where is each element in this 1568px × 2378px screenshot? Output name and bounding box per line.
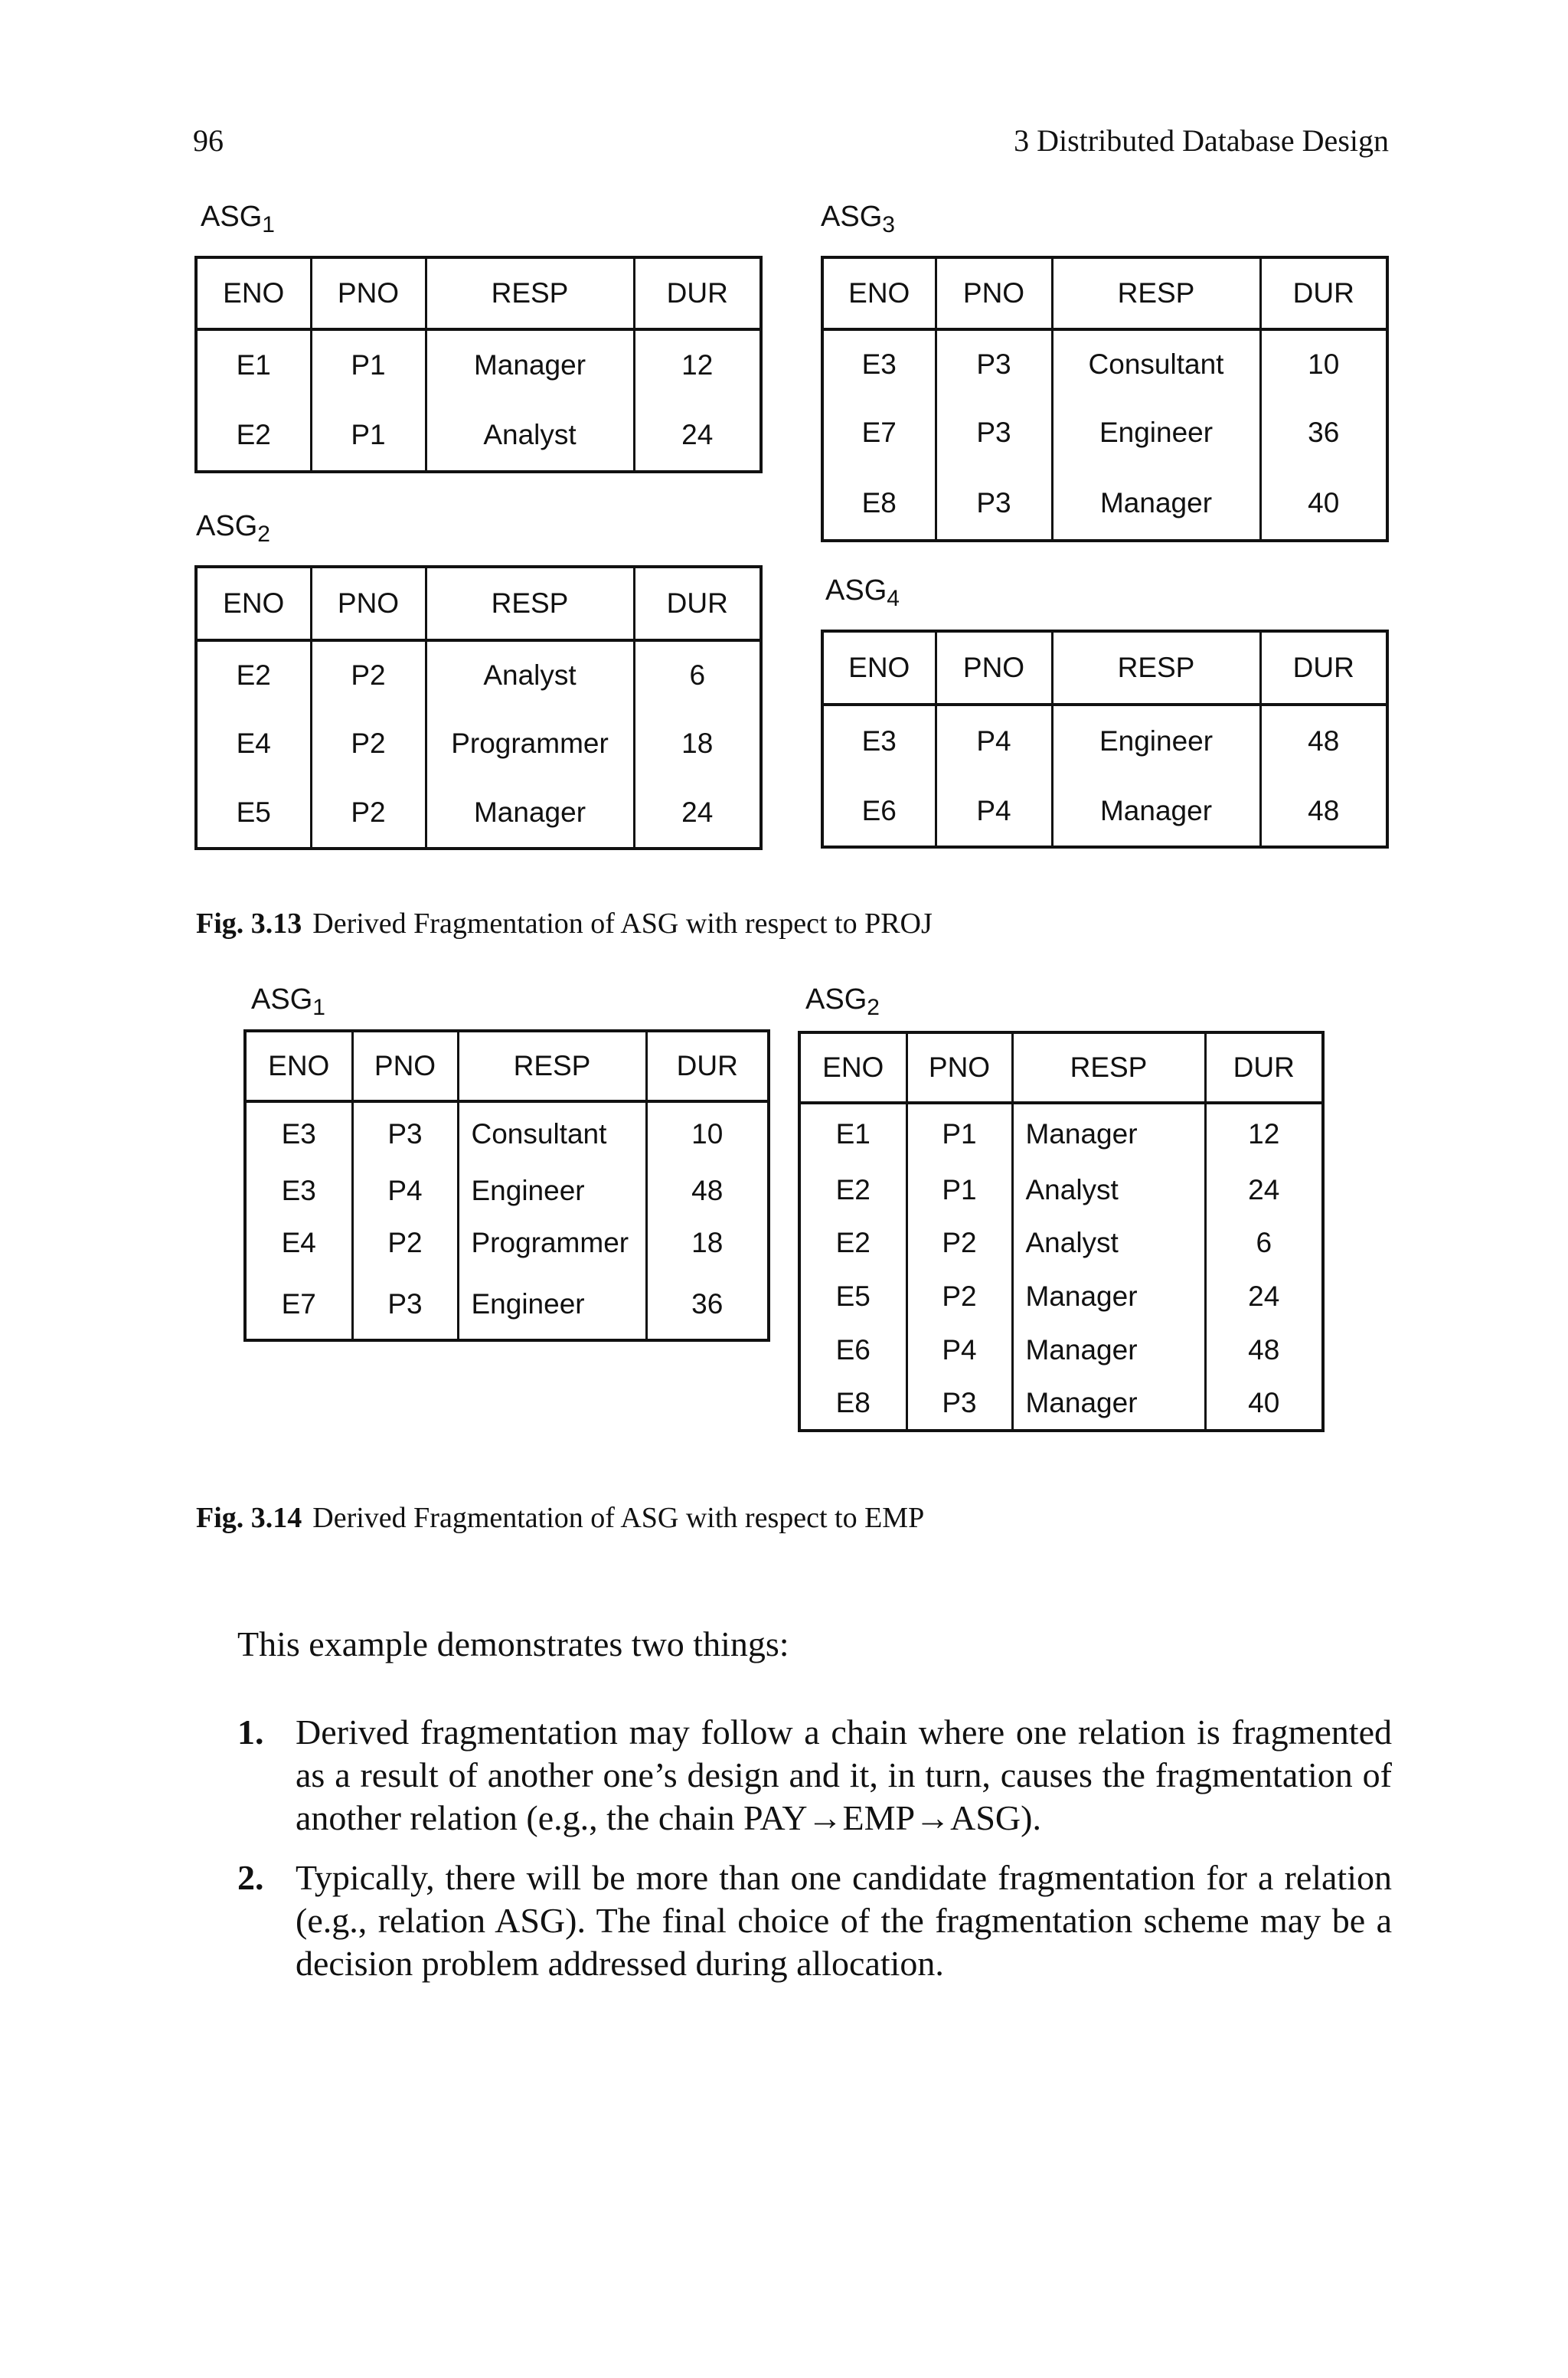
cell-dur: 18 [646, 1216, 769, 1270]
cell-resp: Analyst [1012, 1216, 1205, 1270]
fragment-label-asg2: $ASG_2$ [196, 510, 270, 547]
cell-dur: 48 [1205, 1323, 1323, 1377]
cell-dur: 48 [1260, 705, 1387, 777]
cell-resp: Programmer [426, 709, 634, 778]
table-row [245, 1216, 769, 1270]
column-header-pno: PNO [311, 257, 426, 329]
cell-resp: Manager [1052, 467, 1260, 541]
column-header-pno: PNO [906, 1032, 1012, 1103]
cell-pno: P2 [311, 640, 426, 709]
cell-eno: E3 [281, 1118, 316, 1150]
cell-pno: P2 [906, 1216, 1012, 1270]
fragment-label-asg2: $ASG_2$ [805, 983, 880, 1020]
figure-caption-3-14: Fig. 3.14 Derived Fragmentation of ASG with respect to EMP [196, 1502, 925, 1534]
table-row [822, 705, 1387, 777]
table-row [822, 467, 1387, 541]
column-header-eno: ENO [822, 631, 936, 705]
fragment-table-asg2 [194, 565, 763, 850]
cell-pno: P3 [352, 1270, 458, 1340]
table-row [245, 1166, 769, 1216]
table-row [799, 1323, 1323, 1377]
list-text: Derived fragmentation may follow a chain where one relation is fragmented as a result of another one’s design and it, in turn, causes the fragmentation of another relation (e.g., the chain PAY→EMP→ASG). [296, 1712, 1392, 1837]
column-header-eno: ENO [799, 1032, 906, 1103]
cell-resp: Engineer [458, 1166, 646, 1216]
table-row [196, 709, 761, 778]
cell-dur: 6 [1205, 1216, 1323, 1270]
cell-dur: 10 [646, 1101, 769, 1166]
column-header-dur: DUR [1260, 257, 1387, 329]
cell-eno: E6 [835, 1334, 871, 1366]
fragment-table-asg2 [798, 1031, 1325, 1432]
cell-pno: P2 [311, 778, 426, 849]
column-header-dur: DUR [634, 567, 761, 640]
cell-pno: P4 [936, 777, 1052, 847]
table-row [245, 1101, 769, 1166]
column-header-eno: ENO [196, 257, 311, 329]
running-head: 3 Distributed Database Design [1014, 123, 1389, 158]
table-row [245, 1270, 769, 1340]
column-header-dur: DUR [1260, 631, 1387, 705]
cell-resp: Manager [1052, 777, 1260, 847]
cell-eno: E5 [236, 796, 271, 828]
cell-pno: P3 [936, 398, 1052, 467]
cell-pno: P1 [906, 1164, 1012, 1216]
table-row [196, 329, 761, 400]
column-header-resp: RESP [458, 1031, 646, 1101]
table-row [799, 1164, 1323, 1216]
cell-dur: 24 [634, 778, 761, 849]
cell-dur: 36 [646, 1270, 769, 1340]
cell-resp: Analyst [426, 400, 634, 472]
cell-resp: Manager [1012, 1323, 1205, 1377]
cell-pno: P2 [352, 1216, 458, 1270]
cell-resp: Manager [426, 329, 634, 400]
cell-resp: Analyst [426, 640, 634, 709]
cell-eno: E3 [861, 725, 897, 757]
table-row [822, 777, 1387, 847]
cell-pno: P3 [906, 1377, 1012, 1431]
cell-eno: E2 [835, 1227, 871, 1258]
column-header-dur: DUR [1205, 1032, 1323, 1103]
cell-resp: Manager [1012, 1103, 1205, 1164]
column-header-resp: RESP [426, 257, 634, 329]
cell-dur: 18 [634, 709, 761, 778]
cell-resp: Manager [1012, 1270, 1205, 1323]
table-row [799, 1377, 1323, 1431]
table-row [196, 778, 761, 849]
table-row [799, 1270, 1323, 1323]
fragment-label-asg4: $ASG_4$ [825, 574, 900, 611]
column-header-resp: RESP [426, 567, 634, 640]
cell-eno: E2 [835, 1174, 871, 1205]
column-header-resp: RESP [1052, 257, 1260, 329]
cell-eno: E8 [835, 1387, 871, 1418]
list-text: Typically, there will be more than one candidate fragmentation for a relation (e.g., relation ASG). The final choice of the fragmentation scheme may be a decision problem addressed during allocation. [296, 1858, 1392, 1983]
list-item [237, 1711, 1392, 1840]
cell-dur: 48 [646, 1166, 769, 1216]
cell-resp: Manager [426, 778, 634, 849]
table-row [196, 400, 761, 472]
cell-eno: E5 [835, 1281, 871, 1312]
cell-resp: Consultant [1052, 329, 1260, 398]
fragment-table-asg1 [194, 256, 763, 473]
cell-dur: 48 [1260, 777, 1387, 847]
cell-eno: E4 [281, 1227, 316, 1258]
cell-resp: Manager [1012, 1377, 1205, 1431]
cell-dur: 24 [634, 400, 761, 472]
cell-eno: E3 [861, 348, 897, 380]
cell-eno: E1 [236, 349, 271, 381]
table-row [196, 640, 761, 709]
cell-eno: E2 [236, 419, 271, 450]
column-header-dur: DUR [634, 257, 761, 329]
cell-eno: E7 [861, 417, 897, 448]
column-header-resp: RESP [1012, 1032, 1205, 1103]
fragment-table-asg3 [821, 256, 1389, 542]
cell-dur: 10 [1260, 329, 1387, 398]
column-header-pno: PNO [936, 631, 1052, 705]
table-row [822, 398, 1387, 467]
figure-caption-3-13: Fig. 3.13 Derived Fragmentation of ASG with respect to PROJ [196, 908, 933, 940]
fragment-table-asg4 [821, 630, 1389, 849]
cell-eno: E7 [281, 1288, 316, 1320]
cell-dur: 6 [634, 640, 761, 709]
cell-pno: P4 [936, 705, 1052, 777]
cell-pno: P2 [906, 1270, 1012, 1323]
list-item [237, 1856, 1392, 1985]
cell-resp: Engineer [1052, 398, 1260, 467]
cell-eno: E6 [861, 795, 897, 826]
cell-pno: P3 [936, 467, 1052, 541]
cell-pno: P2 [311, 709, 426, 778]
column-header-eno: ENO [196, 567, 311, 640]
cell-dur: 40 [1260, 467, 1387, 541]
intro-paragraph: This example demonstrates two things: [237, 1624, 789, 1663]
column-header-eno: ENO [822, 257, 936, 329]
fragment-table-asg1 [243, 1029, 770, 1342]
cell-pno: P4 [352, 1166, 458, 1216]
column-header-dur: DUR [646, 1031, 769, 1101]
cell-dur: 12 [634, 329, 761, 400]
cell-dur: 24 [1205, 1270, 1323, 1323]
cell-dur: 36 [1260, 398, 1387, 467]
cell-dur: 12 [1205, 1103, 1323, 1164]
cell-pno: P1 [311, 329, 426, 400]
cell-resp: Engineer [458, 1270, 646, 1340]
column-header-pno: PNO [311, 567, 426, 640]
cell-eno: E8 [861, 487, 897, 518]
cell-eno: E2 [236, 659, 271, 691]
cell-pno: P4 [906, 1323, 1012, 1377]
cell-pno: P3 [352, 1101, 458, 1166]
fragment-label-asg1: $ASG_1$ [251, 983, 325, 1020]
column-header-pno: PNO [936, 257, 1052, 329]
cell-dur: 24 [1205, 1164, 1323, 1216]
cell-pno: P3 [936, 329, 1052, 398]
cell-eno: E1 [835, 1118, 871, 1150]
fragment-label-asg1: $ASG_1$ [201, 201, 275, 237]
cell-eno: E3 [281, 1175, 316, 1206]
fragment-label-asg3: $ASG_3$ [821, 201, 895, 237]
column-header-eno: ENO [245, 1031, 352, 1101]
list-number: 1. [237, 1712, 264, 1752]
cell-dur: 40 [1205, 1377, 1323, 1431]
table-row [799, 1103, 1323, 1164]
cell-pno: P1 [311, 400, 426, 472]
column-header-pno: PNO [352, 1031, 458, 1101]
cell-resp: Programmer [458, 1216, 646, 1270]
cell-pno: P1 [906, 1103, 1012, 1164]
column-header-resp: RESP [1052, 631, 1260, 705]
table-row [799, 1216, 1323, 1270]
list-number: 2. [237, 1858, 264, 1897]
table-row [822, 329, 1387, 398]
cell-eno: E4 [236, 728, 271, 759]
cell-resp: Engineer [1052, 705, 1260, 777]
page-number: 96 [193, 123, 224, 158]
cell-resp: Consultant [458, 1101, 646, 1166]
cell-resp: Analyst [1012, 1164, 1205, 1216]
